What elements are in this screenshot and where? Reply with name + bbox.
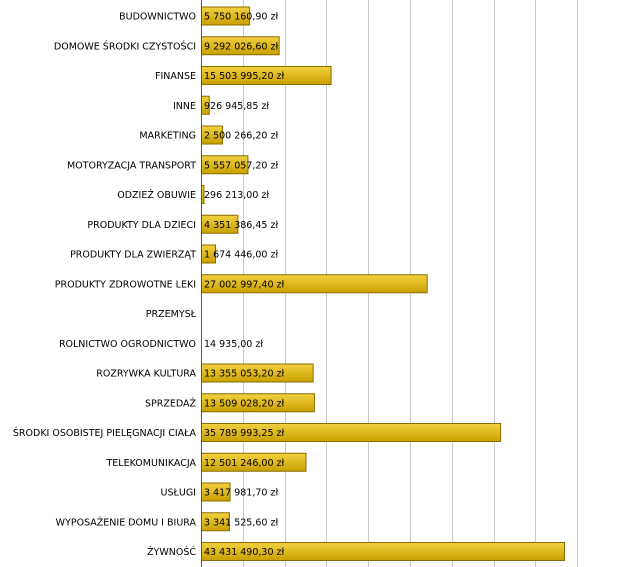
value-label-8: 4 351 386,45 zł — [204, 219, 279, 231]
value-label-1: 5 750 160,90 zł — [204, 11, 279, 23]
category-label-16: TELEKOMUNIKACJA — [106, 457, 196, 469]
category-label-15: ŚRODKI OSOBISTEJ PIELĘGNACJI CIAŁA — [12, 428, 196, 439]
value-label-13: 13 355 053,20 zł — [204, 368, 285, 380]
category-label-6: MOTORYZACJA TRANSPORT — [67, 160, 196, 172]
category-label-10: PRODUKTY ZDROWOTNE LEKI — [54, 279, 196, 291]
category-label-7: ODZIEŻ OBUWIE — [117, 190, 196, 201]
category-label-9: PRODUKTY DLA ZWIERZĄT — [70, 249, 196, 261]
category-label-19: ŻYWNOŚĆ — [147, 547, 196, 558]
value-label-3: 15 503 995,20 zł — [204, 71, 285, 82]
value-label-18: 3 341 525,60 zł — [204, 517, 279, 529]
category-label-13: ROZRYWKA KULTURA — [96, 368, 196, 380]
value-label-15: 35 789 993,25 zł — [204, 428, 285, 439]
value-label-16: 12 501 246,00 zł — [204, 457, 285, 469]
category-label-4: INNE — [172, 100, 196, 112]
value-label-9: 1 674 446,00 zł — [204, 249, 279, 261]
value-label-2: 9 292 026,60 zł — [204, 41, 279, 53]
category-label-11: PRZEMYSŁ — [145, 309, 196, 320]
category-label-18: WYPOSAŻENIE DOMU I BIURA — [55, 517, 196, 529]
value-label-12: 14 935,00 zł — [204, 338, 264, 350]
value-labels — [204, 12, 285, 559]
category-label-14: SPRZEDAŻ — [144, 398, 196, 410]
value-label-4: 926 945,85 zł — [204, 100, 270, 112]
category-label-5: MARKETING — [139, 130, 196, 142]
value-label-19: 43 431 490,30 zł — [204, 547, 285, 558]
category-label-17: USŁUGI — [160, 487, 196, 499]
category-label-3: FINANSE — [154, 71, 196, 82]
value-label-6: 5 557 057,20 zł — [204, 160, 279, 172]
value-label-14: 13 509 028,20 zł — [204, 398, 285, 410]
category-label-12: ROLNICTWO OGRODNICTWO — [58, 338, 196, 350]
value-label-7: 296 213,00 zł — [204, 190, 270, 201]
category-labels — [13, 12, 197, 559]
value-label-10: 27 002 997,40 zł — [204, 279, 285, 291]
category-label-2: DOMOWE ŚRODKI CZYSTOŚCI — [53, 41, 196, 53]
value-label-17: 3 417 981,70 zł — [204, 487, 279, 499]
category-label-1: BUDOWNICTWO — [119, 11, 196, 23]
value-label-5: 2 500 266,20 zł — [204, 130, 279, 142]
category-label-8: PRODUKTY DLA DZIECI — [87, 219, 196, 231]
